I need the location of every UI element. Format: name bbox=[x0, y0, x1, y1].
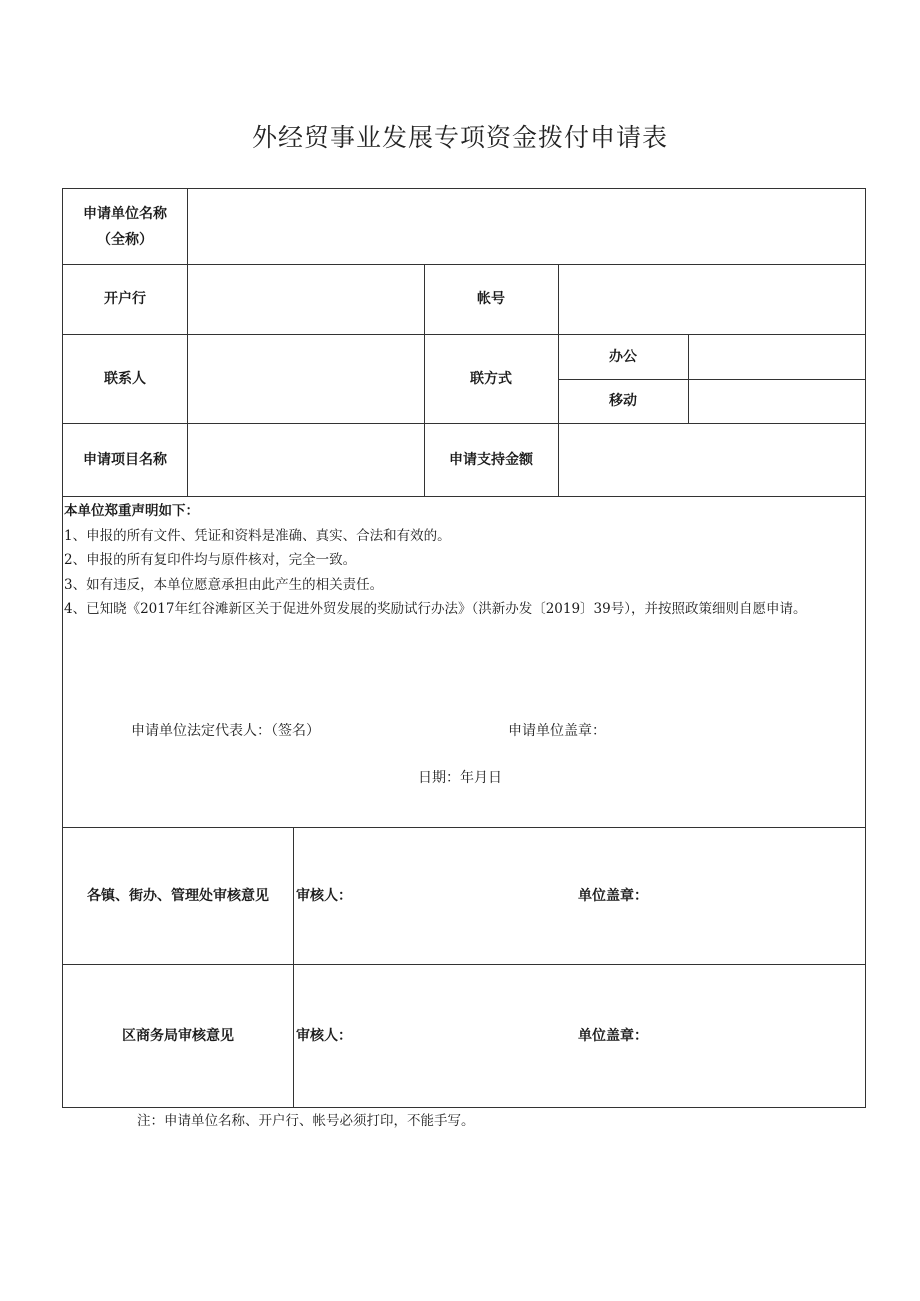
applicant-name-label-line2: （全称） bbox=[97, 231, 153, 248]
legal-representative-signature: 申请单位法定代表人：（签名） bbox=[131, 723, 320, 739]
declaration-item: 1、申报的所有文件、凭证和资料是准确、真实、合法和有效的。 bbox=[64, 527, 451, 544]
declaration-item: 2、申报的所有复印件均与原件核对，完全一致。 bbox=[64, 552, 357, 568]
contact-label: 联系人 bbox=[104, 370, 146, 387]
bank-field[interactable] bbox=[188, 264, 424, 334]
town-review-label: 各镇、街办、管理处审核意见 bbox=[87, 887, 269, 904]
account-field[interactable] bbox=[559, 264, 865, 334]
mobile-phone-label: 移动 bbox=[609, 393, 637, 409]
bank-label: 开户行 bbox=[104, 291, 146, 307]
applicant-unit-seal: 申请单位盖章： bbox=[508, 723, 606, 739]
declaration-item: 3、如有违反，本单位愿意承担由此产生的相关责任。 bbox=[64, 576, 384, 593]
declaration-date: 日期：年月日 bbox=[418, 770, 502, 786]
application-form bbox=[62, 188, 866, 1108]
account-label: 帐号 bbox=[477, 291, 505, 307]
support-amount-label: 申请支持金额 bbox=[449, 451, 533, 468]
support-amount-field[interactable] bbox=[559, 423, 865, 496]
declaration-item: 4、已知晓《2017年红谷滩新区关于促进外贸发展的奖励试行办法》（洪新办发〔2019〕39号），并按照政策细则自愿申请。 bbox=[64, 601, 807, 617]
applicant-name-label-line1: 申请单位名称 bbox=[83, 205, 167, 222]
project-name-field[interactable] bbox=[188, 423, 424, 496]
footnote: 注：申请单位名称、开户行、帐号必须打印，不能手写。 bbox=[137, 1113, 475, 1129]
office-phone-field[interactable] bbox=[689, 334, 865, 379]
applicant-name-label bbox=[63, 189, 187, 264]
bureau-reviewer[interactable]: 审核人： bbox=[296, 1027, 352, 1044]
contact-field[interactable] bbox=[188, 334, 424, 423]
applicant-name-field[interactable] bbox=[188, 189, 865, 264]
commerce-bureau-review-label: 区商务局审核意见 bbox=[122, 1027, 234, 1044]
town-unit-seal[interactable]: 单位盖章： bbox=[578, 887, 648, 904]
declaration-heading: 本单位郑重声明如下： bbox=[64, 503, 199, 519]
declaration-block bbox=[64, 499, 864, 622]
office-phone-label: 办公 bbox=[609, 348, 637, 365]
row-divider bbox=[63, 496, 865, 497]
contact-method-label: 联方式 bbox=[470, 370, 512, 387]
project-name-label: 申请项目名称 bbox=[83, 451, 167, 468]
mobile-phone-field[interactable] bbox=[689, 379, 865, 423]
page-title: 外经贸事业发展专项资金拨付申请表 bbox=[251, 123, 668, 152]
town-reviewer[interactable]: 审核人： bbox=[296, 887, 352, 904]
column-divider bbox=[293, 827, 294, 1107]
bureau-unit-seal[interactable]: 单位盖章： bbox=[578, 1027, 648, 1044]
